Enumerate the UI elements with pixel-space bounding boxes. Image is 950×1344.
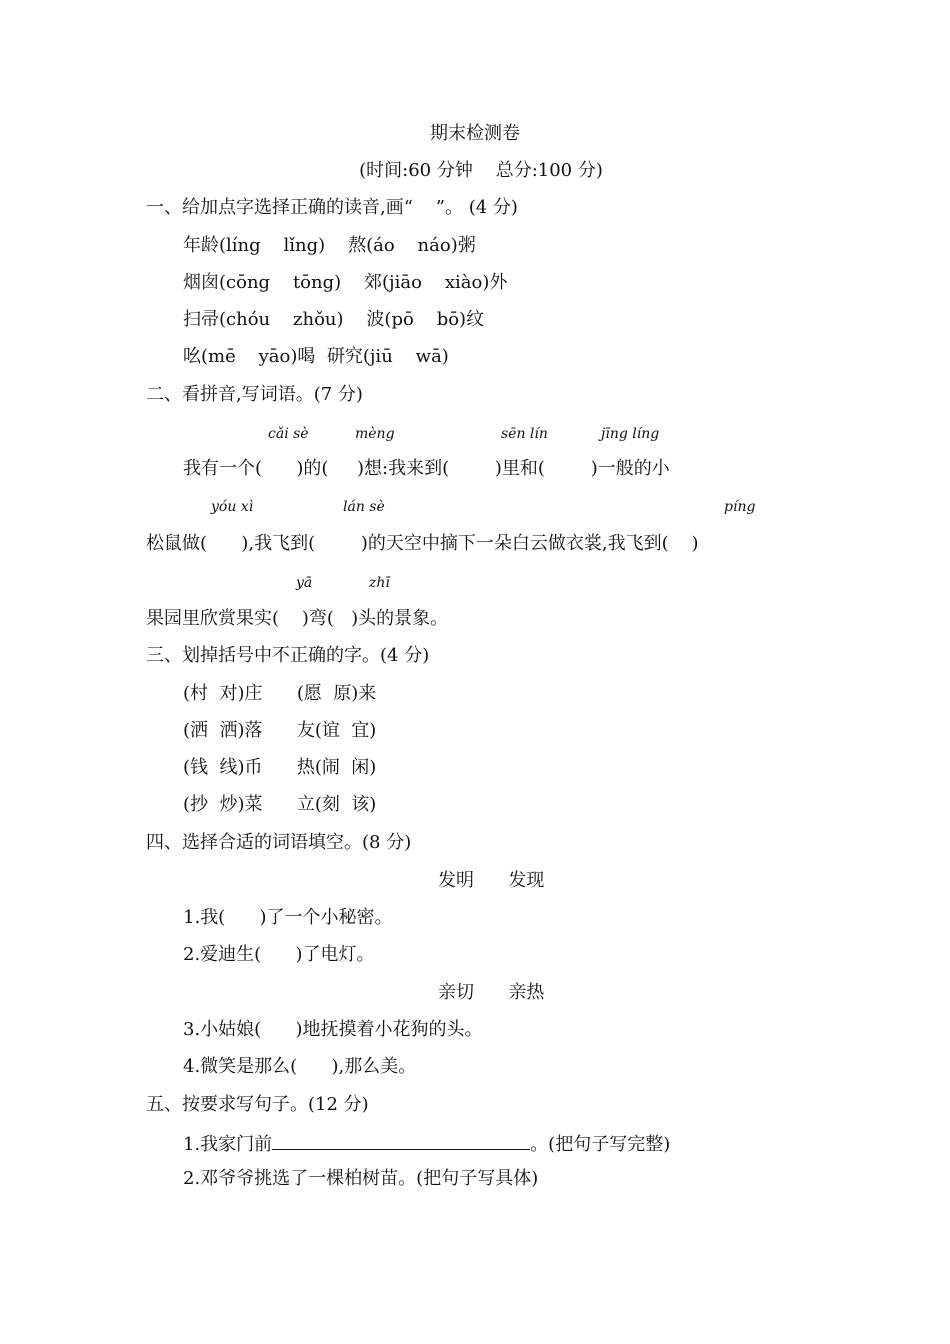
- section-2-line-3: 果园里欣赏果实( )弯( )头的景象。: [146, 608, 449, 629]
- answer-blank[interactable]: [272, 1131, 530, 1150]
- pinyin-caise: cǎi sè: [268, 426, 309, 442]
- section-2-line-2: 松鼠做( ),我飞到( )的天空中摘下一朵白云做衣裳,我飞到( ): [146, 533, 699, 554]
- section-1-row-4: 吆(mē yāo)喝 研究(jiū wā): [183, 346, 449, 367]
- pinyin-lanse: lán sè: [343, 499, 385, 515]
- pinyin-ya: yā: [296, 575, 313, 591]
- exam-info: (时间:60 分钟 总分:100 分): [359, 160, 603, 181]
- question-5-1-suffix: 。(把句子写完整): [530, 1134, 671, 1155]
- word-options-2: 亲切 亲热: [438, 982, 545, 1003]
- question-4-1: 1.我( )了一个小秘密。: [183, 907, 393, 928]
- pinyin-ping: píng: [724, 499, 756, 515]
- section-3-row-3: (钱 线)币 热(闹 闲): [183, 757, 377, 778]
- question-5-2: 2.邓爷爷挑选了一棵柏树苗。(把句子写具体): [183, 1168, 539, 1189]
- section-5-heading: 五、按要求写句子。(12 分): [146, 1094, 369, 1115]
- section-3-heading: 三、划掉括号中不正确的字。(4 分): [146, 645, 430, 666]
- question-4-2: 2.爱迪生( )了电灯。: [183, 944, 375, 965]
- pinyin-zhi: zhī: [369, 575, 390, 591]
- section-3-row-1: (村 对)庄 (愿 原)来: [183, 683, 377, 704]
- section-4-heading: 四、选择合适的词语填空。(8 分): [146, 832, 412, 853]
- section-1-row-3: 扫帚(chóu zhǒu) 波(pō bō)纹: [183, 309, 485, 330]
- section-3-row-2: (洒 洒)落 友(谊 宜): [183, 720, 377, 741]
- section-1-row-2: 烟囱(cōng tōng) 郊(jiāo xiào)外: [183, 272, 508, 293]
- section-3-row-4: (抄 炒)菜 立(刻 该): [183, 794, 377, 815]
- pinyin-meng: mèng: [355, 426, 395, 442]
- section-1-heading: 一、给加点字选择正确的读音,画“ ”。 (4 分): [146, 197, 518, 218]
- pinyin-jingling: jīng líng: [601, 426, 660, 442]
- page-title: 期末检测卷: [430, 123, 520, 144]
- section-2-heading: 二、看拼音,写词语。(7 分): [146, 384, 363, 405]
- pinyin-youxi: yóu xì: [211, 499, 254, 515]
- question-5-1: [183, 1131, 670, 1156]
- question-5-1-prefix: 1.我家门前: [183, 1134, 273, 1155]
- section-2-line-1: 我有一个( )的( )想:我来到( )里和( )一般的小: [183, 458, 670, 479]
- word-options-1: 发明 发现: [438, 870, 545, 891]
- section-1-row-1: 年龄(líng lǐng) 熬(áo náo)粥: [183, 235, 476, 256]
- question-4-3: 3.小姑娘( )地抚摸着小花狗的头。: [183, 1019, 483, 1040]
- question-4-4: 4.微笑是那么( ),那么美。: [183, 1056, 417, 1077]
- pinyin-senlin: sēn lín: [501, 426, 548, 442]
